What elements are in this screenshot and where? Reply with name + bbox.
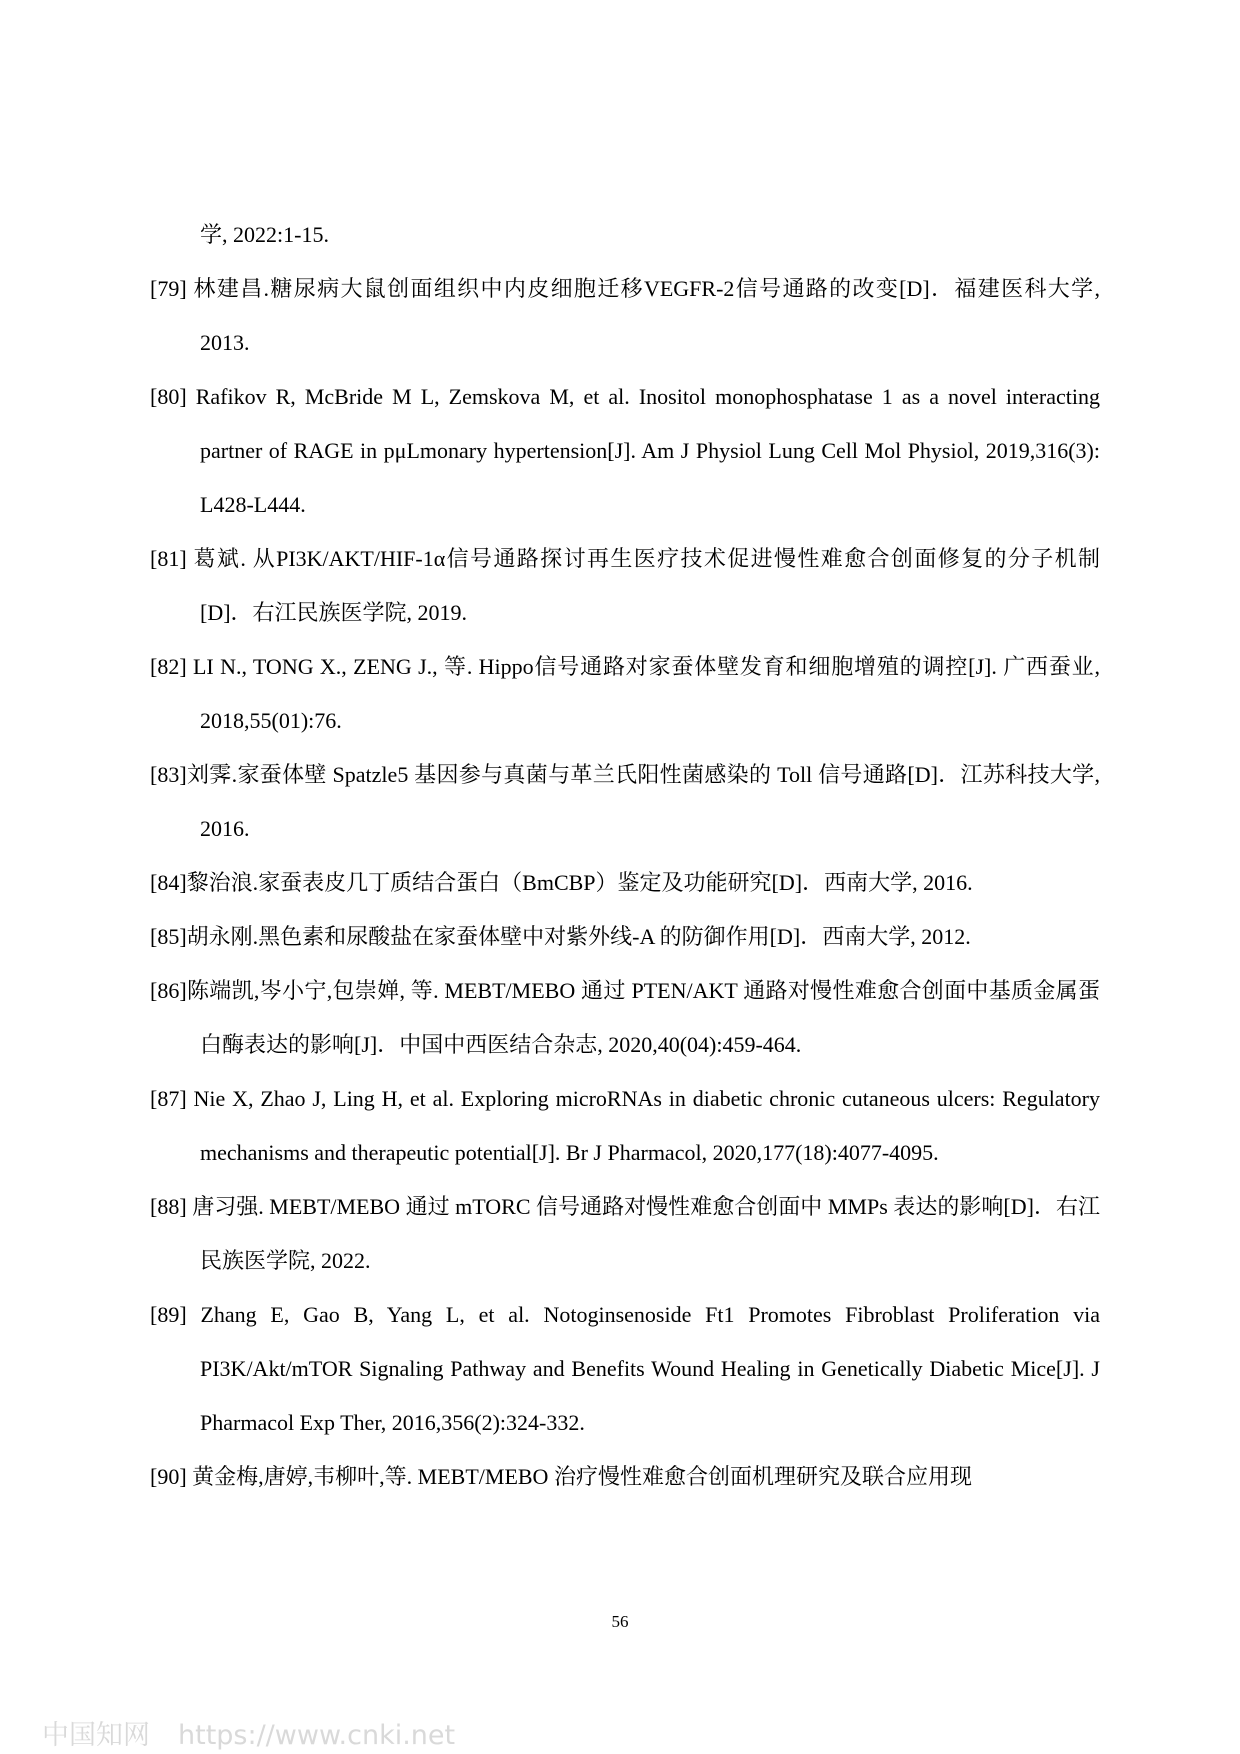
reference-number: [82] [150,654,187,679]
reference-number: [79] [150,276,187,301]
reference-text: Nie X, Zhao J, Ling H, et al. Exploring microRNAs in diabetic chronic cutaneous ulcers: Regulatory mechanisms and therapeutic potential[J]. Br J Pharmacol, 2020,177(18):4077-4095. [193,1086,1101,1165]
reference-86 [150,964,1100,1072]
reference-text: 刘霁.家蚕体壁 Spatzle5 基因参与真菌与革兰氏阳性菌感染的 Toll 信号通路[D]．江苏科技大学, 2016. [186,762,1100,841]
watermark [42,1713,455,1752]
reference-number: [80] [150,384,187,409]
reference-82 [150,640,1100,748]
reference-text: 胡永刚.黑色素和尿酸盐在家蚕体壁中对紫外线-A 的防御作用[D]．西南大学, 2012. [186,924,971,949]
reference-text: LI N., TONG X., ZENG J., 等. Hippo信号通路对家蚕体壁发育和细胞增殖的调控[J]. 广西蚕业, 2018,55(01):76. [192,654,1100,733]
reference-number: [89] [150,1302,187,1327]
reference-88 [150,1180,1100,1288]
reference-89 [150,1288,1100,1450]
reference-84 [150,856,1100,910]
reference-number: [86] [150,978,187,1003]
reference-text: 黄金梅,唐婷,韦柳叶,等. MEBT/MEBO 治疗慢性难愈合创面机理研究及联合应用现 [192,1464,972,1489]
reference-85 [150,910,1100,964]
reference-continuation [150,208,1100,262]
reference-83 [150,748,1100,856]
reference-text: 学, 2022:1-15. [200,222,329,247]
reference-87 [150,1072,1100,1180]
watermark-brand: 中国知网 [42,1720,150,1751]
reference-81 [150,532,1100,640]
reference-text: 唐习强. MEBT/MEBO 通过 mTORC 信号通路对慢性难愈合创面中 MMPs 表达的影响[D]．右江民族医学院, 2022. [192,1194,1101,1273]
reference-text: 陈端凯,岑小宁,包崇婵, 等. MEBT/MEBO 通过 PTEN/AKT 通路对慢性难愈合创面中基质金属蛋白酶表达的影响[J]．中国中西医结合杂志, 2020,40(04):459-464. [186,978,1100,1057]
reference-list [150,208,1100,1504]
watermark-url: https://www.cnki.net [178,1720,456,1751]
reference-text: 黎治浪.家蚕表皮几丁质结合蛋白（BmCBP）鉴定及功能研究[D]．西南大学, 2016. [186,870,973,895]
reference-text: 葛斌. 从PI3K/AKT/HIF-1α信号通路探讨再生医疗技术促进慢性难愈合创面修复的分子机制[D]．右江民族医学院, 2019. [193,546,1100,625]
reference-80 [150,370,1100,532]
reference-number: [84] [150,870,187,895]
reference-number: [85] [150,924,187,949]
reference-number: [81] [150,546,187,571]
reference-number: [90] [150,1464,187,1489]
reference-text: Rafikov R, McBride M L, Zemskova M, et al. Inositol monophosphatase 1 as a novel interacting partner of RAGE in pμLmonary hypertension[J]. Am J Physiol Lung Cell Mol Physiol, 2019,316(3): L428-L444. [195,384,1100,517]
reference-text: 林建昌.糖尿病大鼠创面组织中内皮细胞迁移VEGFR-2信号通路的改变[D]．福建医科大学, 2013. [193,276,1101,355]
page-number: 56 [611,1612,629,1631]
reference-79 [150,262,1100,370]
reference-90 [150,1450,1100,1504]
reference-text: Zhang E, Gao B, Yang L, et al. Notoginsenoside Ft1 Promotes Fibroblast Proliferation via PI3K/Akt/mTOR Signaling Pathway and Benefits Wound Healing in Genetically Diabetic Mice[J]. J Pharmacol Exp Ther, 2016,356(2):324-332. [200,1302,1100,1435]
reference-number: [87] [150,1086,187,1111]
reference-number: [88] [150,1194,187,1219]
reference-number: [83] [150,762,187,787]
